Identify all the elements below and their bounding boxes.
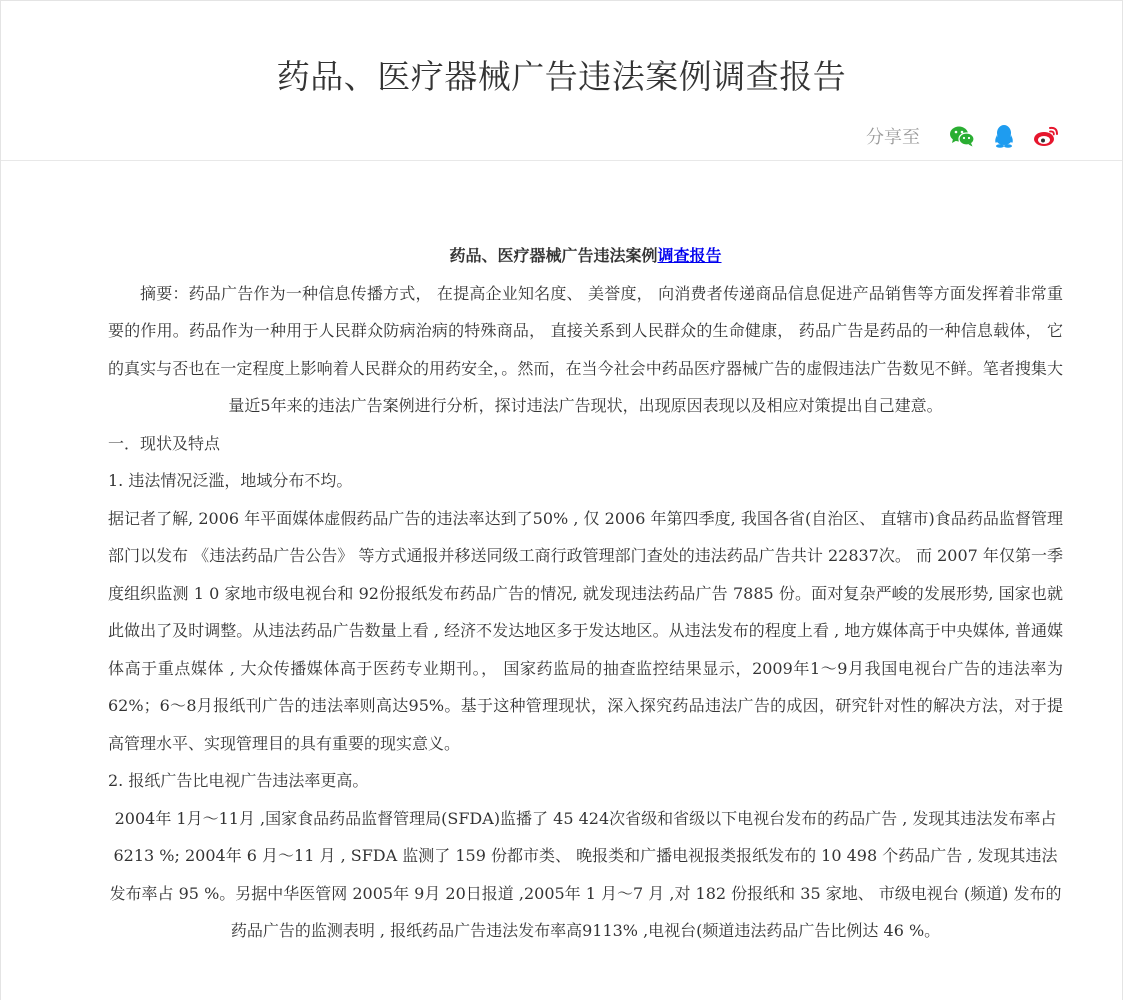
abstract-paragraph: 摘要：药品广告作为一种信息传播方式， 在提高企业知名度、 美誉度， 向消费者传递商品信息促进产品销售等方面发挥着非常重要的作用。药品作为一种用于人民群众防病治病的特殊商品， 直接关系到人民群众的生命健康， 药品广告是药品的一种信息载体， 它的真实与否也在一定程度上影响着人民群众的用药安全，。然而，在当今社会中药品医疗器械广告的虚假违法广告数见不鲜。笔者搜集大量近5年来的违法广告案例进行分析，探讨违法广告现状，出现原因表现以及相应对策提出自己建意。 bbox=[108, 283, 1063, 415]
body-paragraph: 据记者了解, 2006 年平面媒体虚假药品广告的违法率达到了50% , 仅 2006 年第四季度, 我国各省(自治区、 直辖市)食品药品监督管理部门以发布 《违法药品广告公告》 等方式通报并移送同级工商行政管理部门查处的违法药品广告共计 22837次。 而 2007 年仅第一季度组织监测 1 0 家地市级电视台和 92份报纸发布药品广告的情况, 就发现违法药品广告 7885 份。面对复杂严峻的发展形势, 国家也就此做出了及时调整。从违法药品广告数量上看 , 经济不发达地区多于发达地区。从违法发布的程度上看 , 地方媒体高于中央媒体, 普通媒体高于重点媒体 , 大众传播媒体高于医药专业期刊。， 国家药监局的抽查监控结果显示，2009年1～9月我国电视台广告的违法率为62%；6～8月报纸刊广告的违法率则高达95%。基于这种管理现状，深入探究药品违法广告的成因，研究针对性的解决方法，对于提高管理水平、实现管理目的具有重要的现实意义。 bbox=[108, 508, 1063, 753]
wechat-icon[interactable] bbox=[948, 122, 976, 150]
weibo-icon[interactable] bbox=[1032, 122, 1060, 150]
subsection-heading: 2. 报纸广告比电视广告违法率更高。 bbox=[108, 771, 369, 790]
qq-icon[interactable] bbox=[990, 122, 1018, 150]
report-link[interactable]: 调查报告 bbox=[657, 246, 722, 265]
subsection-heading: 1. 违法情况泛滥，地域分布不均。 bbox=[108, 471, 353, 490]
share-label: 分享至 bbox=[866, 127, 920, 148]
share-bar bbox=[866, 122, 1060, 150]
document-title-text: 药品、医疗器械广告违法案例 bbox=[449, 246, 658, 265]
article-body bbox=[108, 237, 1063, 950]
document-title bbox=[108, 237, 1063, 275]
page-title: 药品、医疗器械广告违法案例调查报告 bbox=[276, 57, 847, 96]
section-heading: 一．现状及特点 bbox=[108, 433, 221, 453]
article-header bbox=[1, 1, 1122, 161]
body-paragraph: 2004年 1月～11月 ,国家食品药品监督管理局(SFDA)监播了 45 424次省级和省级以下电视台发布的药品广告 , 发现其违法发布率占6213 %; 2004年 6 月～11 月 , SFDA 监测了 159 份都市类、 晚报类和广播电视报类报纸发布的 10 498 个药品广告 , 发现其违法发布率占 95 %。另据中华医管网 2005年 9月 20日报道 ,2005年 1 月～7 月 ,对 182 份报纸和 35 家地、 市级电视台 (频道) 发布的药品广告的监测表明 , 报纸药品广告违法发布率高9113% ,电视台(频道违法药品广告比例达 46 %。 bbox=[109, 808, 1062, 940]
